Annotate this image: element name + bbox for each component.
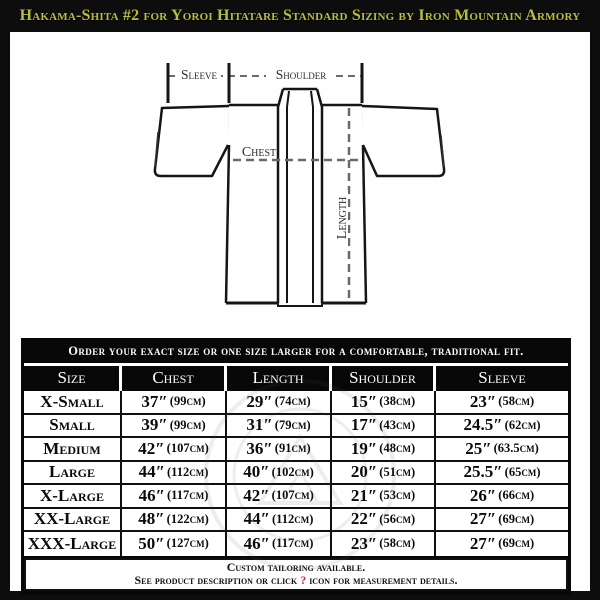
sleeve-inches: 27″ [469,509,497,529]
table-row [24,485,568,509]
table-row [24,462,568,486]
shoulder-cm: (48cm) [379,441,416,456]
chest-inches: 46″ [138,485,165,505]
footer-line1: Custom tailoring available. [226,559,366,574]
footer-line2-suffix: icon for measurement details. [309,572,458,587]
sleeve-inches: 23″ [469,391,497,411]
sleeve-cm: (62cm) [504,417,541,432]
length-label: Length [335,196,350,240]
length-cm: (91cm) [274,441,311,456]
front-hem [278,303,322,306]
sleeve-inches: 26″ [469,485,497,505]
header-length: Length [227,366,332,391]
sleeve-inches: 27″ [469,533,497,553]
shoulder-inches: 21″ [350,485,378,505]
length-inches: 40″ [243,462,270,482]
title-bar [0,0,600,32]
length-inches: 42″ [243,485,270,505]
table-header-row [24,366,568,391]
shoulder-cm: (38cm) [379,394,416,409]
garment-measurement-diagram [10,32,590,340]
length-inches: 44″ [243,509,270,529]
shoulder-cm: (53cm) [379,488,416,503]
page-title: Hakama-Shita #2 for Yoroi Hitatare Standard Sizing by Iron Mountain Armory [19,7,581,24]
chest-inches: 44″ [138,462,165,482]
sleeve-cm: (66cm) [498,488,535,503]
shoulder-cm: (51cm) [379,464,416,479]
shoulder-inches: 22″ [350,509,378,529]
chest-inches: 37″ [141,391,168,411]
length-cm: (112cm) [272,511,314,526]
shoulder-cm: (58cm) [379,536,416,551]
shoulder-inches: 19″ [350,438,378,458]
sleeve-cm: (69cm) [498,536,535,551]
sleeve-inches: 24.5″ [463,415,503,435]
length-inches: 29″ [246,391,273,411]
chest-cm: (99cm) [169,417,206,432]
sleeve-cm: (63.5cm) [493,441,539,456]
shoulder-inches: 20″ [350,462,378,482]
length-cm: (117cm) [272,536,314,551]
length-cm: (74cm) [274,394,311,409]
table-row [24,532,568,556]
table-row [24,438,568,462]
size-value: X-Large [40,485,104,505]
shoulder-inches: 15″ [350,391,378,411]
chest-cm: (117cm) [167,488,209,503]
question-mark: ? [300,572,307,587]
table-row [24,509,568,533]
length-inches: 46″ [243,533,270,553]
table-rows [24,391,568,556]
chest-cm: (127cm) [166,536,209,551]
chest-label: Chest [241,145,277,160]
chest-inches: 42″ [138,438,165,458]
sleeve-inches: 25″ [465,438,492,458]
header-sleeve: Sleeve [478,368,526,387]
content-panel [10,32,590,591]
chest-inches: 50″ [138,533,165,553]
shoulder-inches: 17″ [350,415,378,435]
footer-line2 [26,574,566,587]
header-shoulder: Shoulder [332,366,436,391]
collar [278,89,322,303]
shoulder-cm: (56cm) [379,511,416,526]
table-row [24,391,568,415]
length-cm: (107cm) [271,488,314,503]
right-sleeve [362,106,444,176]
size-value: X-Small [40,391,104,411]
chest-cm: (99cm) [169,394,206,409]
chest-inches: 39″ [141,415,168,435]
footer-line2-prefix: See product description or click [134,572,298,587]
sleeve-label: Sleeve [181,67,217,82]
size-value: XX-Large [33,509,111,529]
shoulder-cm: (43cm) [379,417,416,432]
size-value: Medium [43,438,101,458]
sleeve-cm: (69cm) [498,511,535,526]
shoulder-label: Shoulder [275,67,327,82]
size-value: Large [48,462,95,482]
sizing-table [21,338,571,594]
length-inches: 31″ [246,415,273,435]
chest-cm: (107cm) [166,441,209,456]
header-size: Size [24,366,122,391]
size-value: XXX-Large [27,533,117,553]
header-chest: Chest [122,366,227,391]
fit-instruction: Order your exact size or one size larger for a comfortable, traditional fit. [24,341,568,366]
table-footer [24,558,568,591]
chest-cm: (122cm) [166,511,209,526]
chest-inches: 48″ [138,509,165,529]
table-row [24,415,568,439]
length-cm: (102cm) [271,464,314,479]
chest-cm: (112cm) [167,464,209,479]
sleeve-cm: (65cm) [504,464,541,479]
shoulder-inches: 23″ [350,533,378,553]
length-inches: 36″ [246,438,273,458]
length-cm: (79cm) [274,417,311,432]
sleeve-cm: (58cm) [498,394,535,409]
sleeve-inches: 25.5″ [463,462,503,482]
size-value: Small [49,415,95,435]
